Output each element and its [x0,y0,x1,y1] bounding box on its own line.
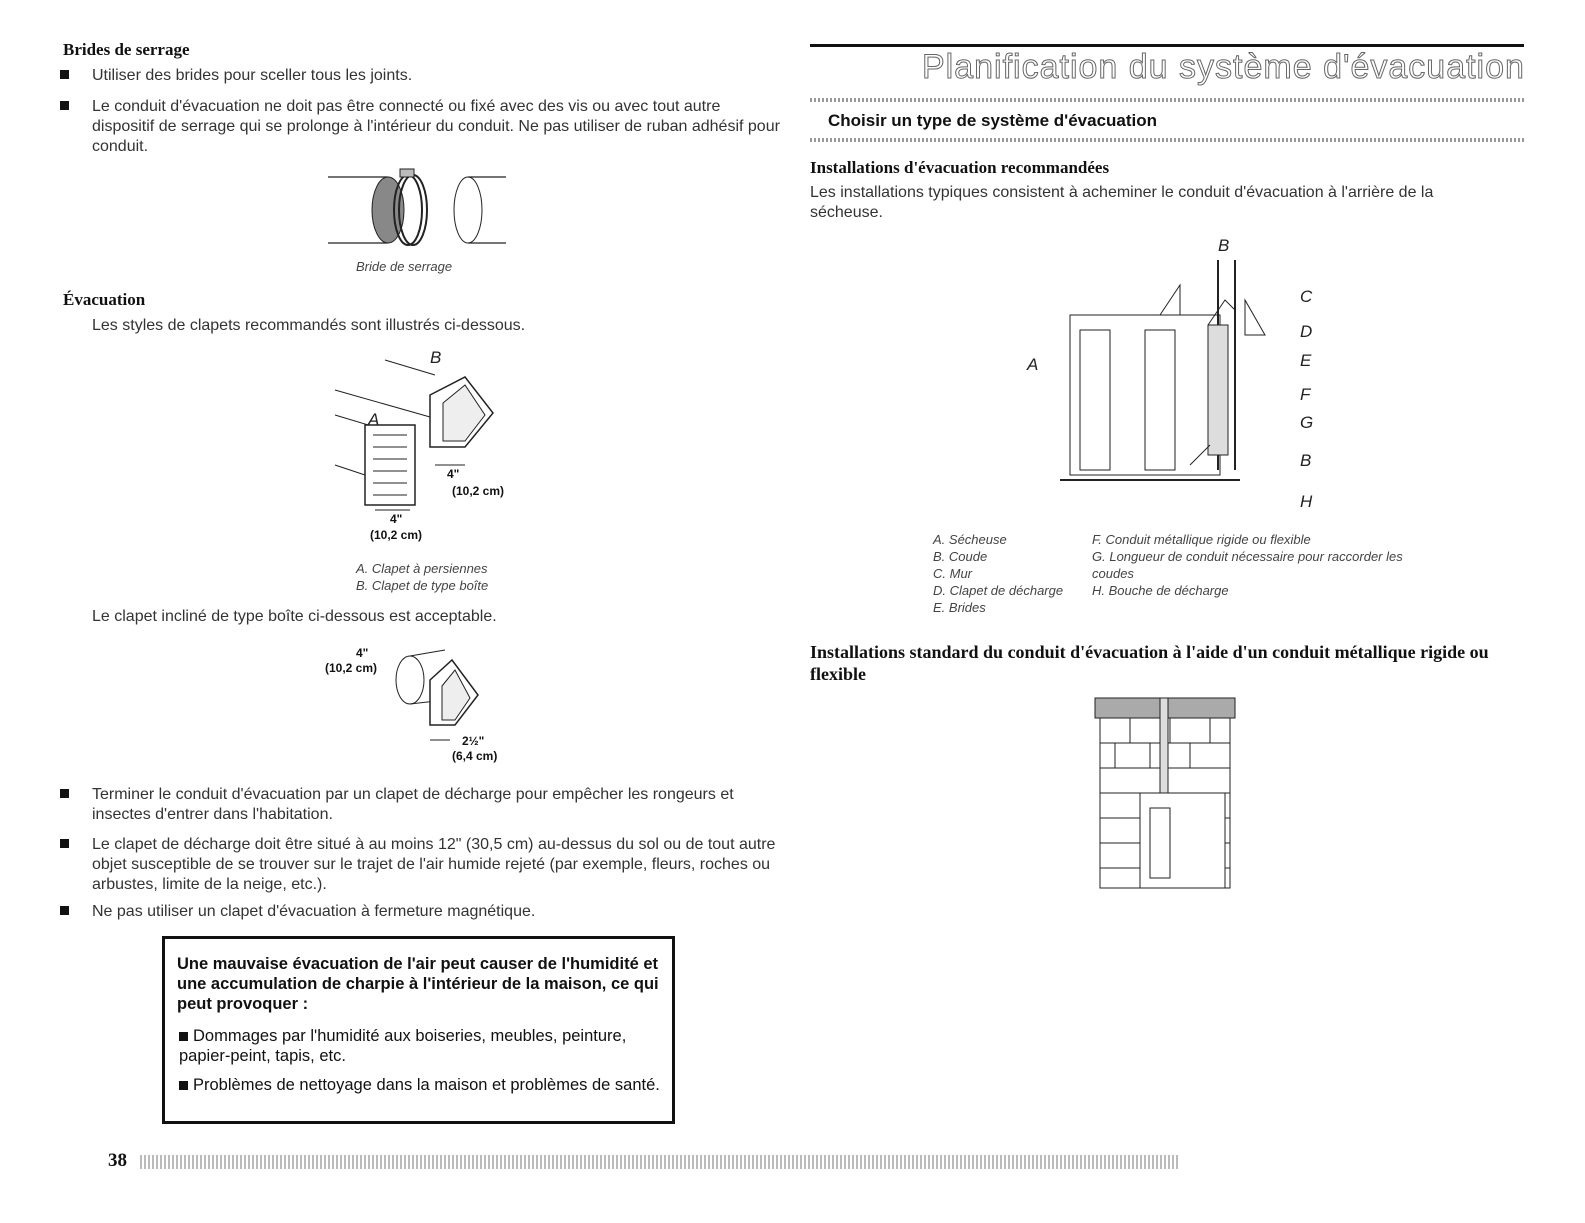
bullet-icon [179,1032,188,1041]
right-column [810,0,1585,1223]
diagram-label: F [1300,385,1311,404]
legend-item: B. Coude [933,549,988,564]
dimension-label: (10,2 cm) [370,528,423,542]
bullet-item [92,785,782,825]
dryer-vent-diagram [1040,240,1313,511]
recommended-text: Les installations typiques consistent à acheminer le conduit d'évacuation à l'arrière de la sécheuse. [810,184,1434,221]
page-title: Planification du système d'évacuation [922,48,1525,86]
fig-label-b: B [430,348,442,367]
legend-left [933,531,1063,616]
left-column [0,0,790,1223]
bullet-item [92,835,782,895]
dimension-label: 2½" [462,734,485,748]
dimension-label: 4" [390,512,403,526]
diagram-label: G [1300,413,1314,432]
legend-item: H. Bouche de décharge [1092,583,1229,598]
dimension-label: (6,4 cm) [452,749,498,763]
legend-item: E. Brides [933,600,986,615]
caption-a: A. Clapet à persiennes [356,561,488,576]
bullet-text: Ne pas utiliser un clapet d'évacuation à fermeture magnétique. [92,903,536,920]
brick-wall-install-illustration [1095,698,1235,893]
incline-text: Le clapet incliné de type boîte ci-dessous est acceptable. [92,608,497,625]
legend-item: G. Longueur de conduit nécessaire pour raccorder les coudes [1092,549,1403,581]
evacuation-heading: Évacuation [63,290,146,309]
legend-item: A. Sécheuse [933,532,1007,547]
legend-item: C. Mur [933,566,972,581]
recommended-heading: Installations d'évacuation recommandées [810,158,1110,177]
caption-b: B. Clapet de type boîte [356,578,489,593]
warning-item [179,1075,669,1095]
fig-label-a: A [368,410,380,429]
diagram-label: B [1218,236,1230,255]
bullet-icon [60,789,69,798]
evacuation-text: Les styles de clapets recommandés sont illustrés ci-dessous. [92,317,526,334]
bullet-icon [60,101,69,110]
diagram-label: B [1300,451,1312,470]
warning-title: Une mauvaise évacuation de l'air peut causer de l'humidité et une accumulation de charpie à l'intérieur de la maison, ce qui peut provoquer : [177,955,659,1013]
warning-item-text: Problèmes de nettoyage dans la maison et problèmes de santé. [193,1076,660,1094]
bullet-text: Le clapet de décharge doit être situé à au moins 12" (30,5 cm) au-dessus du sol ou de tout autre objet susceptible de se trouver sur le trajet de l'air humide rejeté (par exemple, fleurs, roches ou arbustes, limite de la neige, etc.). [92,836,776,893]
title-rule [810,44,1524,47]
bullet-item [92,66,772,86]
dotted-rule [810,138,1524,142]
clamp-caption: Bride de serrage [356,259,453,274]
dimension-label: 4" [356,646,369,660]
brides-heading: Brides de serrage [63,40,190,59]
dimension-label: 4" [447,467,460,481]
bullet-icon [60,906,69,915]
bullet-icon [60,70,69,79]
section-heading: Choisir un type de système d'évacuation [828,111,1158,130]
legend-right [1092,531,1412,599]
legend-item: F. Conduit métallique rigide ou flexible [1092,532,1311,547]
dotted-rule [810,98,1524,102]
diagram-label: H [1300,492,1313,511]
clamp-illustration [328,165,508,250]
warning-item [179,1026,669,1066]
dimension-label: (10,2 cm) [452,484,505,498]
warning-box [162,936,675,1124]
diagram-label: C [1300,287,1313,306]
warning-item-text: Dommages par l'humidité aux boiseries, meubles, peinture, papier-peint, tapis, etc. [179,1027,627,1065]
vent-hoods-illustration [335,355,535,525]
inclined-hood-illustration [370,640,510,760]
page-number: 38 [108,1150,127,1171]
bullet-item [92,902,782,922]
diagram-label: D [1300,322,1313,341]
bullet-text: Terminer le conduit d'évacuation par un clapet de décharge pour empêcher les rongeurs et insectes d'entrer dans l'habitation. [92,786,734,823]
diagram-label: A [1027,355,1039,374]
dimension-label: (10,2 cm) [325,661,378,675]
bullet-icon [179,1081,188,1090]
bullet-text: Utiliser des brides pour sceller tous les joints. [92,67,413,84]
standard-heading: Installations standard du conduit d'évacuation à l'aide d'un conduit métallique rigide ou flexible [810,642,1489,684]
diagram-label: E [1300,351,1312,370]
legend-item: D. Clapet de décharge [933,583,1064,598]
bullet-icon [60,839,69,848]
bullet-text: Le conduit d'évacuation ne doit pas être connecté ou fixé avec des vis ou avec tout autre dispositif de serrage qui se prolonge à l'intérieur du conduit. Ne pas utiliser de ruban adhésif pour conduit. [92,98,780,155]
bullet-item [92,97,782,157]
